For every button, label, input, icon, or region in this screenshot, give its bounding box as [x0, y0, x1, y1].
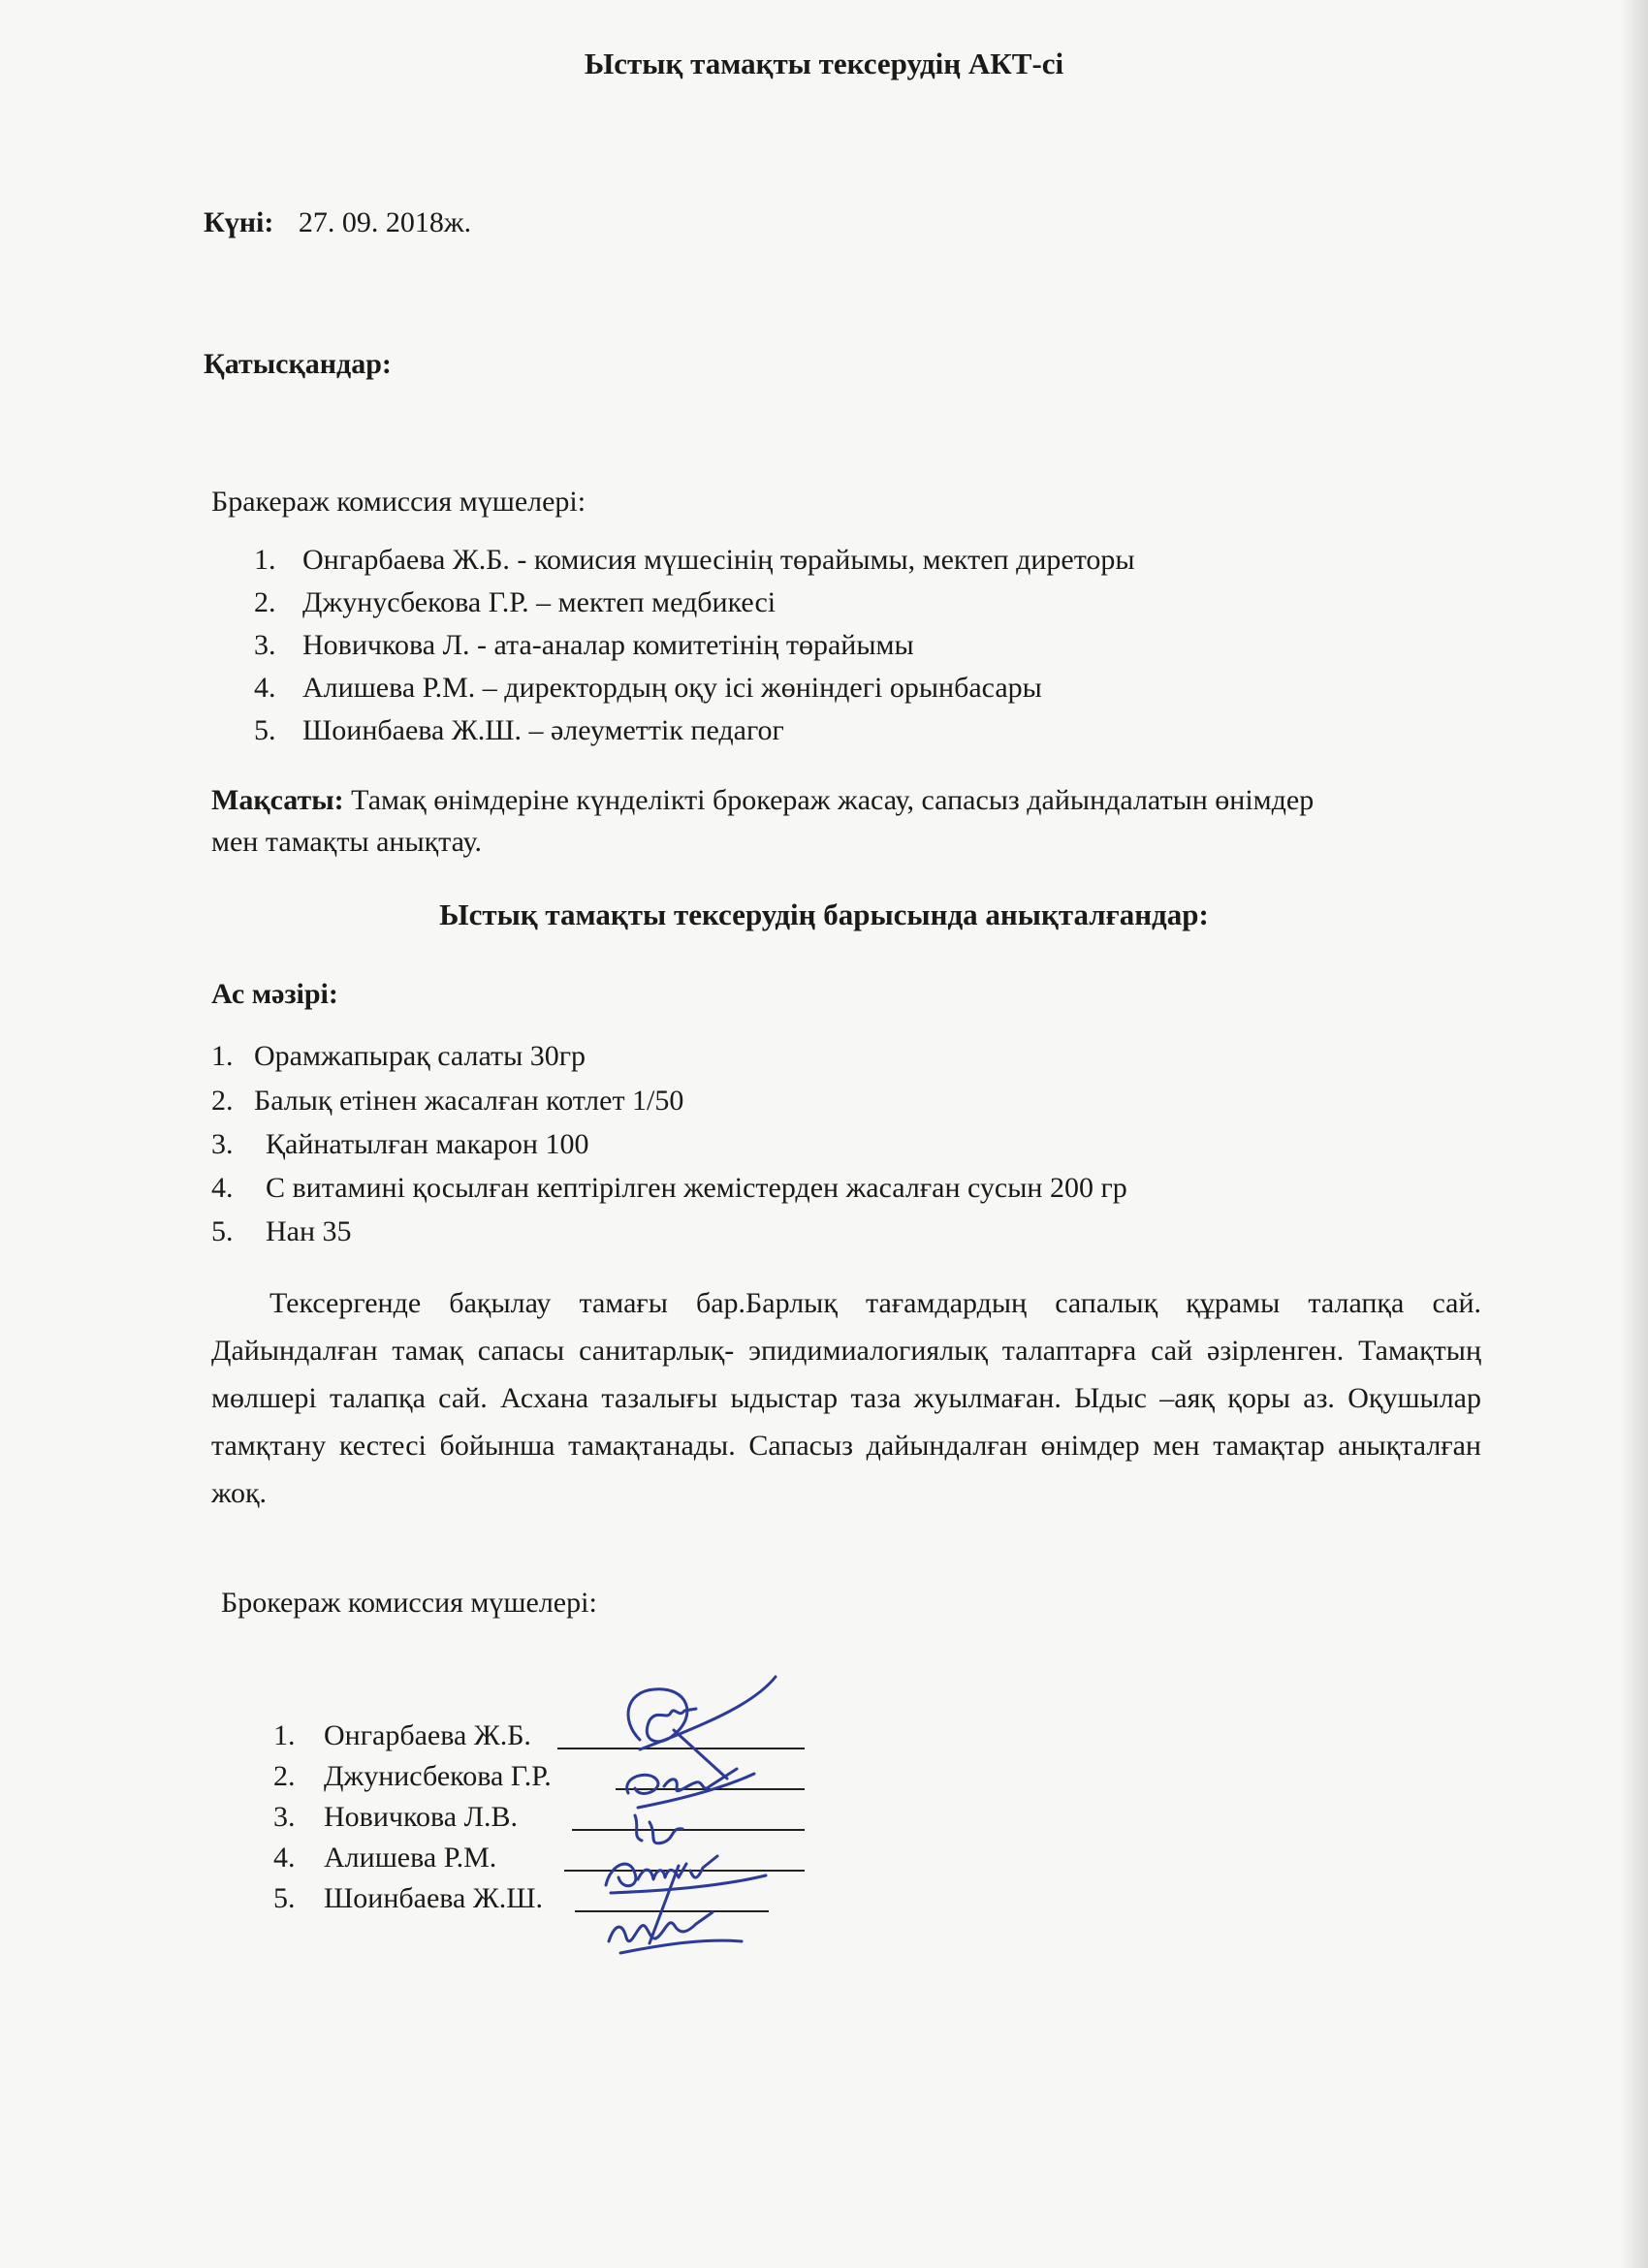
menu-item	[211, 1171, 1127, 1206]
goal-paragraph	[211, 779, 1481, 863]
member-item	[254, 628, 914, 663]
menu-number: 2.	[211, 1085, 234, 1117]
menu-text: Балық етінен жасалған котлет 1/50	[254, 1085, 684, 1117]
menu-item	[211, 1214, 352, 1249]
member-item	[254, 713, 784, 748]
menu-text: Қайнатылған макарон 100	[266, 1128, 589, 1160]
signatures-label: Брокераж комиссия мүшелері:	[221, 1587, 597, 1619]
menu-item	[211, 1127, 588, 1162]
findings-paragraph: Тексергенде бақылау тамағы бар.Барлық тағамдардың сапалық құрамы талапқа сай. Дайындалған тамақ сапасы санитарлық- эпидимиалогиялық талаптарға сай әзірленген. Тамақтың мөлшері талапқа сай. Асхана тазалығы ыдыстар таза жуылмаған. Ыдыс –аяқ қоры аз. Оқушылар тамқтану кестесі бойынша тамақтанады. Сапасыз дайындалған өнімдер мен тамақтар анықталған жоқ.	[211, 1287, 1481, 1509]
menu-text: Нан 35	[266, 1215, 352, 1247]
signature-3	[635, 1815, 682, 1843]
document-title: Ыстық тамақты тексерудің АКТ-сі	[584, 47, 1064, 80]
commission-label: Бракераж комиссия мүшелері:	[211, 486, 586, 518]
member-text: Алишева Р.М. – директордың оқу ісі жөніндегі орынбасары	[302, 672, 1042, 704]
signer-row	[273, 1718, 531, 1753]
signer-row	[273, 1841, 496, 1875]
member-text: Новичкова Л. - ата-аналар комитетінің төрайымы	[302, 629, 914, 661]
participants-label: Қатысқандар:	[204, 348, 392, 380]
goal-line-2: мен тамақты анықтау.	[211, 826, 482, 858]
handwritten-signatures	[582, 1662, 872, 1972]
signer-number: 2.	[273, 1760, 296, 1792]
signer-number: 4.	[273, 1842, 296, 1874]
signer-row	[273, 1881, 543, 1916]
menu-item	[211, 1084, 683, 1118]
signer-name: Новичкова Л.В.	[324, 1801, 518, 1833]
menu-text: С витамині қосылған кептірілген жемістерден жасалған сусын 200 гр	[266, 1172, 1127, 1204]
date-value: 27. 09. 2018ж.	[298, 206, 472, 238]
menu-text: Орамжапырақ салаты 30гр	[254, 1040, 586, 1072]
date-label: Күні:	[204, 206, 274, 238]
member-text: Онгарбаева Ж.Б. - комисия мүшесінің төрайымы, мектеп диреторы	[302, 544, 1135, 576]
signer-name: Онгарбаева Ж.Б.	[324, 1719, 531, 1751]
goal-label: Мақсаты:	[211, 784, 344, 816]
signer-number: 1.	[273, 1719, 296, 1751]
member-number: 5.	[254, 714, 276, 746]
member-number: 2.	[254, 586, 276, 618]
menu-number: 5.	[211, 1215, 234, 1247]
member-item	[254, 543, 1135, 578]
member-number: 1.	[254, 544, 276, 576]
menu-number: 3.	[211, 1128, 234, 1160]
signer-number: 3.	[273, 1801, 296, 1833]
signer-row	[273, 1800, 518, 1835]
signature-4	[606, 1856, 717, 1886]
menu-number: 4.	[211, 1172, 234, 1204]
signer-name: Шоинбаева Ж.Ш.	[324, 1882, 543, 1914]
page-edge-shadow	[1619, 0, 1648, 2268]
date-row	[204, 205, 471, 240]
member-text: Шоинбаева Ж.Ш. – әлеуметтік педагог	[302, 714, 784, 746]
signature-1-stroke	[640, 1677, 776, 1749]
findings-title: Ыстық тамақты тексерудің барысында анықталғандар:	[439, 898, 1209, 931]
signer-number: 5.	[273, 1882, 296, 1914]
member-number: 3.	[254, 629, 276, 661]
menu-number: 1.	[211, 1040, 234, 1072]
member-number: 4.	[254, 672, 276, 704]
signer-name: Алишева Р.М.	[324, 1842, 497, 1874]
member-item	[254, 671, 1042, 706]
member-text: Джунусбекова Г.Р. – мектеп медбикесі	[302, 586, 776, 618]
member-item	[254, 585, 776, 620]
menu-label: Ас мәзірі:	[211, 978, 338, 1010]
signature-1	[628, 1689, 696, 1742]
menu-item	[211, 1039, 586, 1074]
goal-line-1: Тамақ өнімдеріне күнделікті брокераж жасау, сапасыз дайындалатын өнімдер	[343, 784, 1315, 816]
signer-name: Джунисбекова Г.Р.	[324, 1760, 552, 1792]
signer-row	[273, 1759, 552, 1794]
